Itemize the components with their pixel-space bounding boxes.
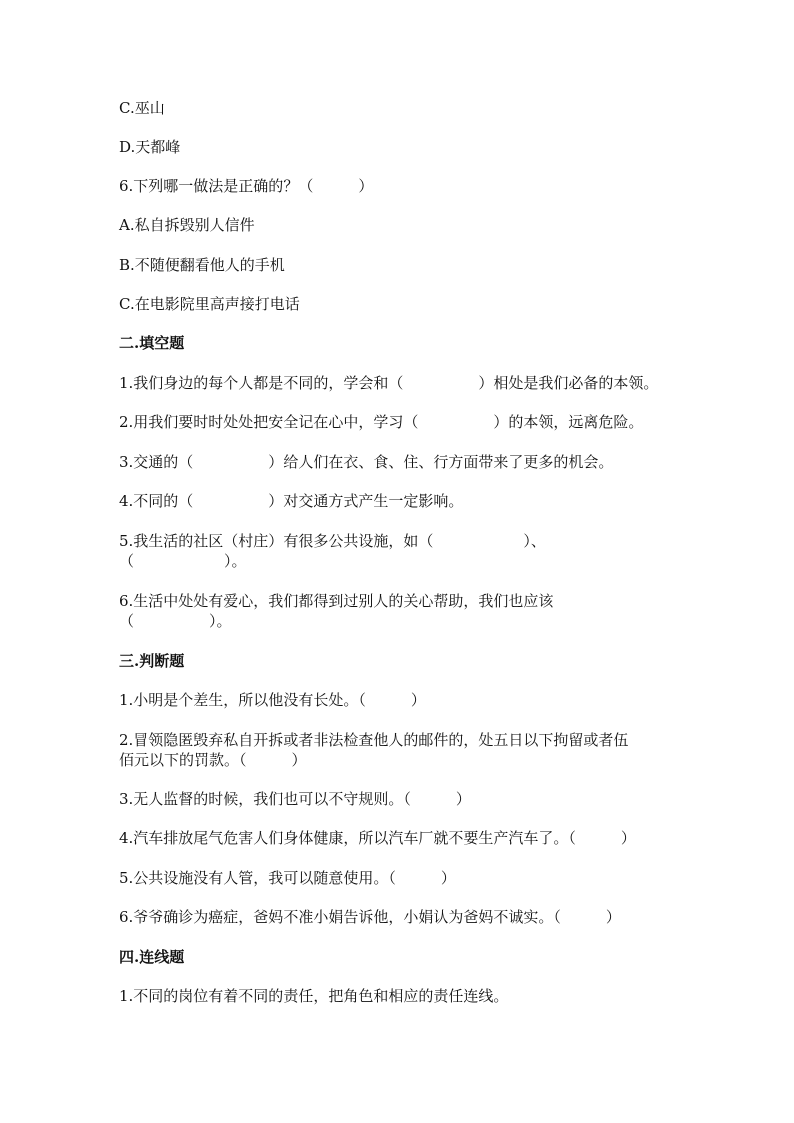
fill-question-1: 1.我们身边的每个人都是不同的，学会和（ ）相处是我们必备的本领。 — [119, 374, 659, 392]
fill-question-6-continued: （ ）。 — [119, 612, 232, 630]
matching-question-1: 1.不同的岗位有着不同的责任，把角色和相应的责任连线。 — [119, 987, 509, 1005]
judge-question-2: 2.冒领隐匿毁弃私自开拆或者非法检查他人的邮件的，处五日以下拘留或者伍 — [119, 731, 629, 749]
fill-question-3: 3.交通的（ ）给人们在衣、食、住、行方面带来了更多的机会。 — [119, 453, 614, 471]
fill-question-6: 6.生活中处处有爱心，我们都得到过别人的关心帮助，我们也应该 — [119, 592, 554, 610]
judge-question-3: 3.无人监督的时候，我们也可以不守规则。（ ） — [119, 790, 471, 808]
section-true-false: 三.判断题 — [119, 652, 185, 670]
option-c-wushan: C.巫山 — [119, 99, 165, 117]
judge-question-5: 5.公共设施没有人管，我可以随意使用。（ ） — [119, 869, 456, 887]
question-6: 6.下列哪一做法是正确的？（ ） — [119, 177, 374, 195]
option-d-tiandufeng: D.天都峰 — [119, 138, 181, 156]
option-b: B.不随便翻看他人的手机 — [119, 256, 285, 274]
section-fill-in-blank: 二.填空题 — [119, 334, 185, 352]
fill-question-2: 2.用我们要时时处处把安全记在心中，学习（ ）的本领，远离危险。 — [119, 413, 644, 431]
judge-question-2-continued: 佰元以下的罚款。（ ） — [119, 751, 307, 769]
judge-question-6: 6.爷爷确诊为癌症，爸妈不准小娟告诉他，小娟认为爸妈不诚实。（ ） — [119, 908, 621, 926]
judge-question-1: 1.小明是个差生，所以他没有长处。（ ） — [119, 691, 426, 709]
judge-question-4: 4.汽车排放尾气危害人们身体健康，所以汽车厂就不要生产汽车了。（ ） — [119, 829, 636, 847]
fill-question-5: 5.我生活的社区（村庄）有很多公共设施，如（ ）、 — [119, 532, 546, 550]
fill-question-5-continued: （ ）。 — [119, 552, 247, 570]
option-a: A.私自拆毁别人信件 — [119, 216, 255, 234]
section-matching: 四.连线题 — [119, 948, 185, 966]
fill-question-4: 4.不同的（ ）对交通方式产生一定影响。 — [119, 492, 464, 510]
option-c: C.在电影院里高声接打电话 — [119, 295, 300, 313]
